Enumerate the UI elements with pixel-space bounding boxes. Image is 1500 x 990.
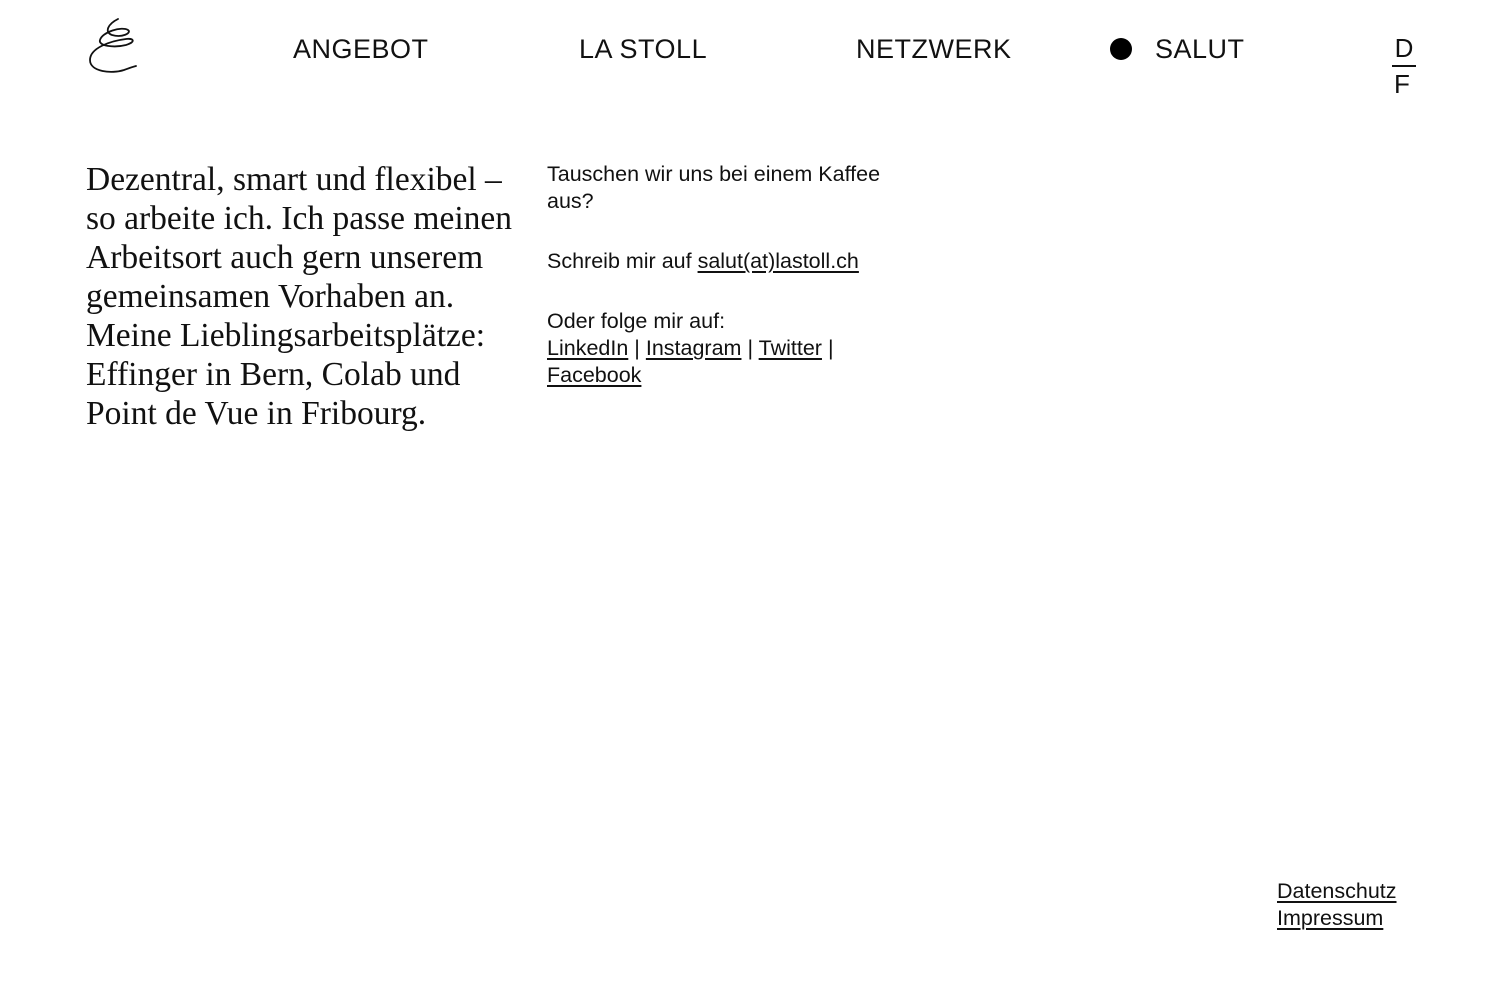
language-switcher (1392, 33, 1416, 101)
nav-item-netzwerk[interactable]: NETZWERK (856, 34, 1012, 64)
footer-links (1277, 878, 1397, 932)
nav-item-salut[interactable]: SALUT (1155, 34, 1245, 64)
language-option-d[interactable]: D (1392, 33, 1416, 67)
nav-item-la-stoll[interactable]: LA STOLL (579, 34, 708, 64)
imprint-link[interactable]: Impressum (1277, 906, 1384, 930)
separator: | (634, 336, 640, 360)
follow-label: Oder folge mir auf: (547, 309, 726, 333)
facebook-link[interactable]: Facebook (547, 363, 642, 387)
linkedin-link[interactable]: LinkedIn (547, 336, 629, 360)
separator: | (747, 336, 754, 360)
twitter-link[interactable]: Twitter (758, 336, 822, 360)
nav-item-angebot[interactable]: ANGEBOT (293, 34, 429, 64)
instagram-link[interactable]: Instagram (645, 336, 742, 360)
spiral-logo-icon[interactable] (86, 16, 140, 76)
contact-question: Tauschen wir uns bei einem Kaffee aus? (547, 162, 881, 213)
language-option-f[interactable]: F (1394, 69, 1410, 99)
privacy-link[interactable]: Datenschutz (1277, 879, 1397, 903)
contact-email-line (547, 248, 927, 275)
social-block (547, 308, 927, 389)
email-prefix: Schreib mir auf (547, 249, 698, 273)
separator: | (827, 336, 834, 360)
active-indicator-dot-icon (1110, 38, 1132, 60)
intro-text: Dezentral, smart und flexibel – so arbeite ich. Ich passe meinen Arbeitsort auch gern unserem gemeinsamen Vorhaben an. Meine Lieblingsarbeitsplätze: Effinger in Bern, Colab und Point de Vue in Fribourg. (86, 161, 513, 432)
email-link[interactable]: salut(at)lastoll.ch (697, 249, 859, 273)
contact-section (547, 161, 927, 422)
